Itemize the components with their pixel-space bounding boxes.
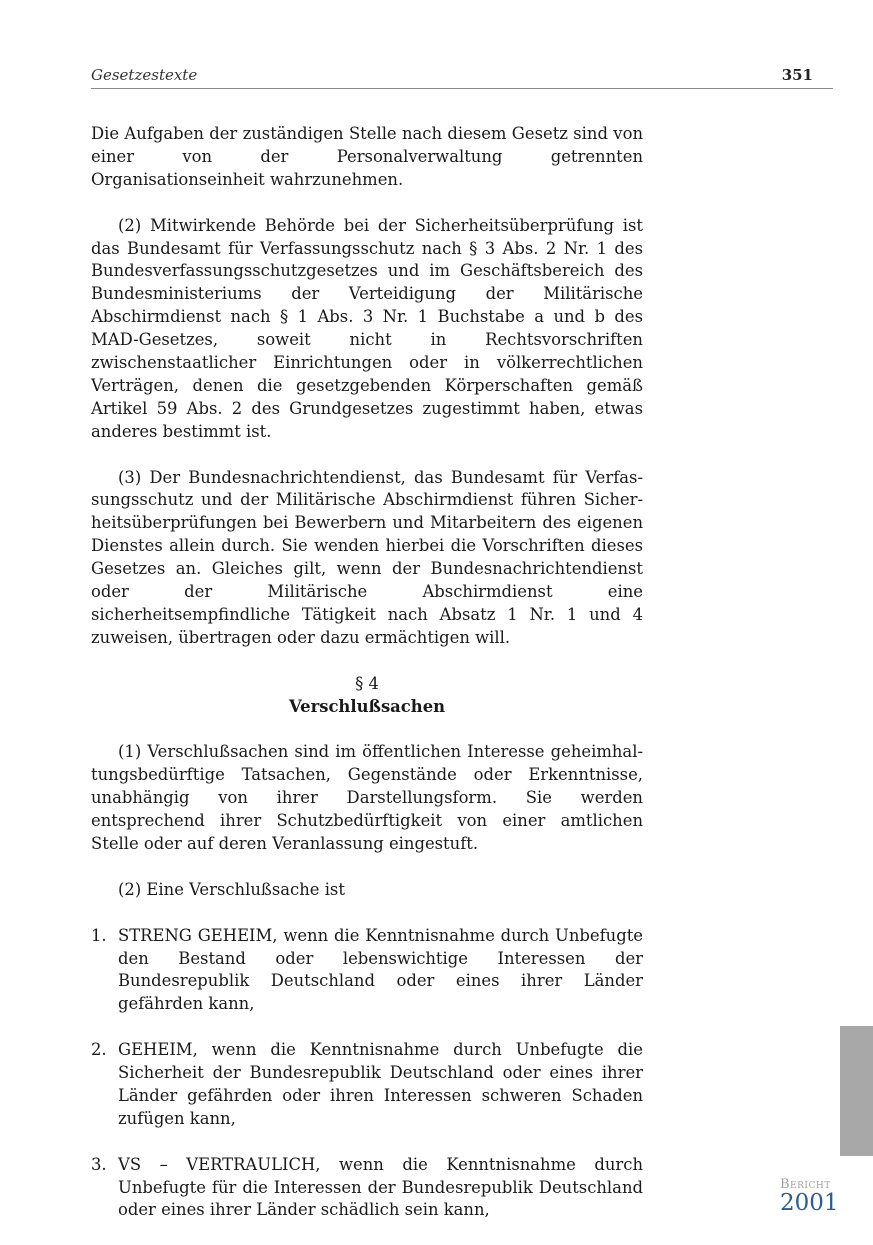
list-item-text: VS – VERTRAULICH, wenn die Kenntnisnahme durch Unbefugte für die Interessen der Bundesrepublik Deutschland oder eines ihrer Länder schädlich sein kann, bbox=[118, 1154, 643, 1220]
classification-list bbox=[91, 925, 643, 1223]
page-number: 351 bbox=[781, 66, 813, 84]
list-item bbox=[91, 1039, 643, 1131]
list-item-number: 2. bbox=[91, 1040, 107, 1060]
section-title: Verschlußsachen bbox=[288, 696, 446, 716]
section-number: § 4 bbox=[355, 673, 379, 693]
paragraph-continuation: Die Aufgaben der zuständigen Stelle nach diesem Gesetz sind von einer von der Personalverwaltung getrennten Organisationseinheit wahrzunehmen. bbox=[91, 124, 643, 189]
list-item bbox=[91, 925, 643, 1017]
list-item-text: GEHEIM, wenn die Kenntnisnahme durch Unbefugte die Sicherheit der Bundesrepublik Deutschland oder eines ihrer Länder gefährden oder ihren Interessen schweren Schaden zufügen kann, bbox=[118, 1040, 643, 1128]
page-body bbox=[91, 123, 643, 1245]
paragraph-3: (3) Der Bundesnachrichtendienst, das Bundesamt für Verfassungsschutz und der Militärische Abschirmdienst führen Sicherheitsüberprüfungen bei Bewerbern und Mitarbeitern des eigenen Dienstes allein durch. Sie wenden hierbei die Vorschriften dieses Gesetzes an. Gleiches gilt, wenn der Bundesnachrichtendienst oder der Militärische Abschirmdienst eine sicherheitsempfindliche Tätigkeit nach Absatz 1 Nr. 1 und 4 zuweisen, übertragen oder dazu ermächtigen will. bbox=[91, 467, 643, 647]
logo-word: Bericht bbox=[780, 1177, 831, 1192]
section-paragraph-2: (2) Eine Verschlußsache ist bbox=[118, 879, 345, 899]
paragraph-2: (2) Mitwirkende Behörde bei der Sicherheitsüberprüfung ist das Bundesamt für Verfassungsschutz nach § 3 Abs. 2 Nr. 1 des Bundesverfassungsschutzgesetzes und im Geschäftsbereich des Bundesministeriums der Verteidigung der Militärische Abschirmdienst nach § 1 Abs. 3 Nr. 1 Buchstabe a und b des MAD-Gesetzes, soweit nicht in Rechtsvorschriften zwischenstaatlicher Einrichtungen oder in völkerrechtlichen Verträgen, denen die gesetzgebenden Körperschaften gemäß Artikel 59 Abs. 2 des Grundgesetzes zugestimmt haben, etwas anderes bestimmt ist. bbox=[91, 215, 643, 441]
list-item bbox=[91, 1154, 643, 1223]
running-header bbox=[91, 66, 833, 89]
list-item-text: STRENG GEHEIM, wenn die Kenntnisnahme durch Unbefugte den Bestand oder lebenswichtige Interessen der Bundesrepublik Deutschland oder eines ihrer Länder gefährden kann, bbox=[118, 925, 643, 1014]
section-paragraph-1: (1) Verschlußsachen sind im öffentlichen Interesse geheimhaltungsbedürftige Tatsachen, Gegenstände oder Erkenntnisse, unabhängig von ihrer Darstellungsform. Sie werden entsprechend ihrer Schutzbedürftigkeit von einer amtlichen Stelle oder auf deren Veranlassung eingestuft. bbox=[91, 742, 643, 854]
list-item-number: 1. bbox=[91, 925, 107, 945]
logo-year: 2001 bbox=[780, 1190, 839, 1216]
report-logo bbox=[780, 1178, 850, 1214]
header-section-title: Gesetzestexte bbox=[91, 66, 198, 84]
thumb-index-tab bbox=[840, 1026, 873, 1156]
list-item-number: 3. bbox=[91, 1154, 107, 1174]
